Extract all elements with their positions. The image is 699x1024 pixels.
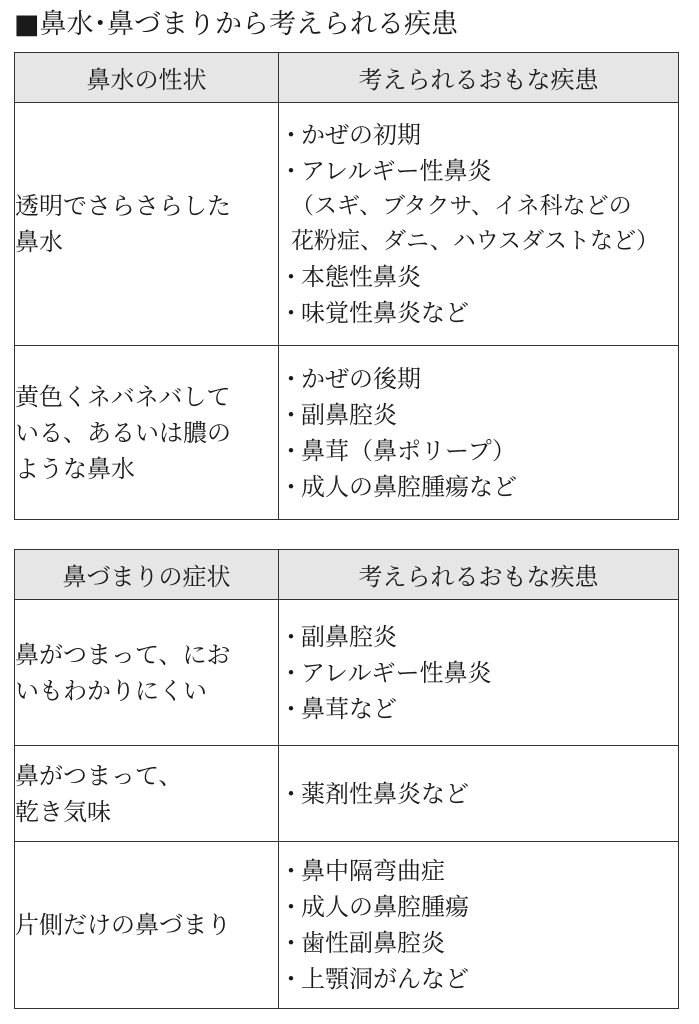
bullet-icon: ・ — [279, 364, 303, 393]
column-header-condition: 鼻水の性状 — [15, 53, 279, 103]
disease-label: 上顎洞がんなど — [301, 965, 469, 993]
condition-line: 乾き気味 — [15, 797, 111, 826]
condition-line: 鼻がつまって、にお — [15, 640, 231, 669]
page-title: ■鼻水･鼻づまりから考えられる疾患 — [14, 9, 459, 40]
disease-label: 副鼻腔炎 — [301, 400, 397, 429]
condition-cell — [15, 746, 279, 842]
condition-cell — [15, 600, 279, 746]
list-item — [279, 433, 678, 469]
bullet-icon: ・ — [279, 893, 303, 921]
bullet-icon: ・ — [279, 658, 303, 687]
column-header-diseases: 考えられるおもな疾患 — [279, 53, 679, 103]
condition-line: 黄色くネバネバして — [15, 382, 231, 411]
condition-line: いもわかりにくい — [15, 676, 207, 705]
bullet-icon: ・ — [279, 400, 303, 429]
list-item — [279, 889, 678, 925]
disease-label: かぜの後期 — [301, 364, 421, 393]
bullet-icon: ・ — [279, 472, 303, 501]
list-item — [279, 117, 678, 153]
list-item — [279, 259, 678, 295]
nasal-congestion-table — [14, 549, 679, 1009]
list-item — [279, 925, 678, 961]
condition-line: いる、あるいは膿の — [15, 418, 231, 447]
disease-list-cell — [279, 600, 679, 746]
bullet-icon: ・ — [279, 121, 303, 149]
bullet-icon: ・ — [279, 779, 303, 808]
disease-label: 副鼻腔炎 — [301, 622, 397, 651]
bullet-icon: ・ — [279, 436, 303, 465]
bullet-icon: ・ — [279, 299, 303, 327]
disease-list-cell — [279, 746, 679, 842]
disease-label: 歯性副鼻腔炎 — [301, 929, 445, 957]
table-header-row — [15, 550, 679, 600]
disease-label: アレルギー性鼻炎 — [301, 157, 492, 185]
bullet-icon: ・ — [279, 157, 303, 185]
disease-label: 成人の鼻腔腫瘍など — [301, 472, 517, 501]
table-row — [15, 746, 679, 842]
disease-label: 鼻茸（鼻ポリープ） — [301, 436, 517, 465]
disease-label: 本態性鼻炎 — [301, 263, 421, 291]
table-row — [15, 600, 679, 746]
bullet-icon: ・ — [279, 965, 303, 993]
list-item — [279, 469, 678, 505]
disease-label: 味覚性鼻炎など — [301, 299, 469, 327]
table-row — [15, 346, 679, 520]
table-row — [15, 103, 679, 346]
list-item — [279, 853, 678, 889]
condition-line: ような鼻水 — [15, 454, 135, 483]
condition-cell — [15, 346, 279, 520]
condition-cell — [15, 842, 279, 1009]
condition-line: 片側だけの鼻づまり — [15, 911, 231, 939]
bullet-icon: ・ — [279, 263, 303, 291]
list-item — [279, 961, 678, 997]
condition-line: 鼻がつまって、 — [15, 761, 183, 790]
disease-list-cell — [279, 103, 679, 346]
condition-line: 透明でさらさらした — [15, 192, 231, 220]
disease-label: 鼻中隔弯曲症 — [301, 857, 445, 885]
disease-note: 花粉症、ダニ、ハウスダストなど） — [291, 228, 659, 254]
list-item — [279, 397, 678, 433]
disease-label: 成人の鼻腔腫瘍 — [301, 893, 469, 921]
list-item — [279, 619, 678, 655]
bullet-icon: ・ — [279, 622, 303, 651]
table-header-row — [15, 53, 679, 103]
condition-cell — [15, 103, 279, 346]
list-item — [279, 295, 678, 331]
bullet-icon: ・ — [279, 929, 303, 957]
runny-nose-table — [14, 52, 679, 520]
disease-label: アレルギー性鼻炎 — [301, 658, 492, 687]
disease-list-cell — [279, 842, 679, 1009]
column-header-diseases: 考えられるおもな疾患 — [279, 550, 679, 600]
table-row — [15, 842, 679, 1009]
disease-label: かぜの初期 — [301, 121, 421, 149]
disease-label: 薬剤性鼻炎など — [301, 779, 469, 808]
list-item — [279, 655, 678, 691]
list-item — [279, 776, 678, 812]
disease-label: 鼻茸など — [301, 694, 397, 723]
column-header-condition: 鼻づまりの症状 — [15, 550, 279, 600]
disease-list-cell — [279, 346, 679, 520]
list-item — [279, 153, 678, 189]
disease-note: （スギ、ブタクサ、イネ科などの — [291, 193, 632, 219]
bullet-icon: ・ — [279, 694, 303, 723]
bullet-icon: ・ — [279, 857, 303, 885]
list-item — [279, 691, 678, 727]
condition-line: 鼻水 — [15, 228, 63, 256]
list-item — [279, 361, 678, 397]
